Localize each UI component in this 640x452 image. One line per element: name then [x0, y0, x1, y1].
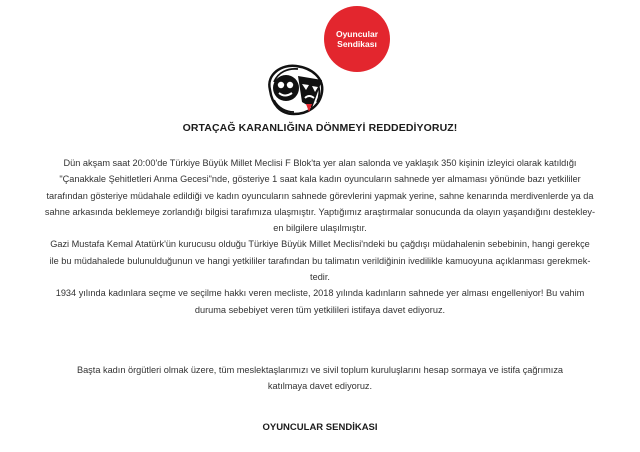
text-line: Gazi Mustafa Kemal Atatürk'ün kurucusu olduğu Türkiye Büyük Millet Meclisi'ndeki bu çağdışı müdahalenin sebebinin, hangi gerekçe	[50, 239, 590, 250]
text-line: "Çanakkale Şehitletleri Anma Gecesi"nde, gösteriye 1 saat kala kadın oyuncuların sahnede yer almaması yönünde bazı yetkililer	[59, 174, 581, 185]
text-line: Dün akşam saat 20:00'de Türkiye Büyük Millet Meclisi F Blok'ta yer alan salonda ve yaklaşık 350 kişinin izleyici olarak katıldığı	[63, 158, 577, 168]
text-line: tedir.	[310, 272, 330, 283]
text-line: ile bu müdahalede bulunulduğunun ve hangi yetkililer tarafından bu talimatın verildiğinin ivedilikle kamuoyuna açıklanması gerekmek-	[49, 255, 591, 266]
text-line: katılmaya davet ediyoruz.	[267, 381, 373, 392]
headline: ORTAÇAĞ KARANLIĞINA DÖNMEYİ REDDEDİYORUZ!	[182, 122, 458, 134]
text-line: 1934 yılında kadınlara seçme ve seçilme hakkı veren mecliste, 2018 yılında kadınların sahnede yer alması engelleniyor! Bu vahim	[55, 288, 585, 299]
union-badge	[324, 6, 390, 72]
text-line: Başta kadın örgütleri olmak üzere, tüm meslektaşlarımızı ve sivil toplum kuruluşlarını hesap sormaya ve istifa çağrımıza	[76, 365, 564, 375]
signature: OYUNCULAR SENDİKASI	[262, 422, 378, 433]
text-line: sahne arkasında beklemeye zorlandığı bilgisi tarafımıza ulaşmıştır. Yaptığımız araştırmalar sonucunda da olayın yaşandığını destekley-	[44, 206, 596, 217]
theatre-masks-icon	[262, 60, 330, 118]
text-line: tarafından gösteriye müdahale edildiği ve kadın oyuncuların sahnede görevlerini yapmak yerine, sahne kenarında merdivenlerde ya da	[46, 190, 594, 201]
statement-paragraph-1	[20, 155, 620, 318]
badge-line-2: Sendikası	[337, 39, 377, 49]
text-line: en bilgilere ulaşılmıştır.	[273, 223, 367, 234]
statement-paragraph-2	[20, 362, 620, 395]
badge-line-1: Oyuncular	[335, 29, 379, 39]
text-line: duruma sebebiyet veren tüm yetkilileri istifaya davet ediyoruz.	[194, 304, 446, 315]
